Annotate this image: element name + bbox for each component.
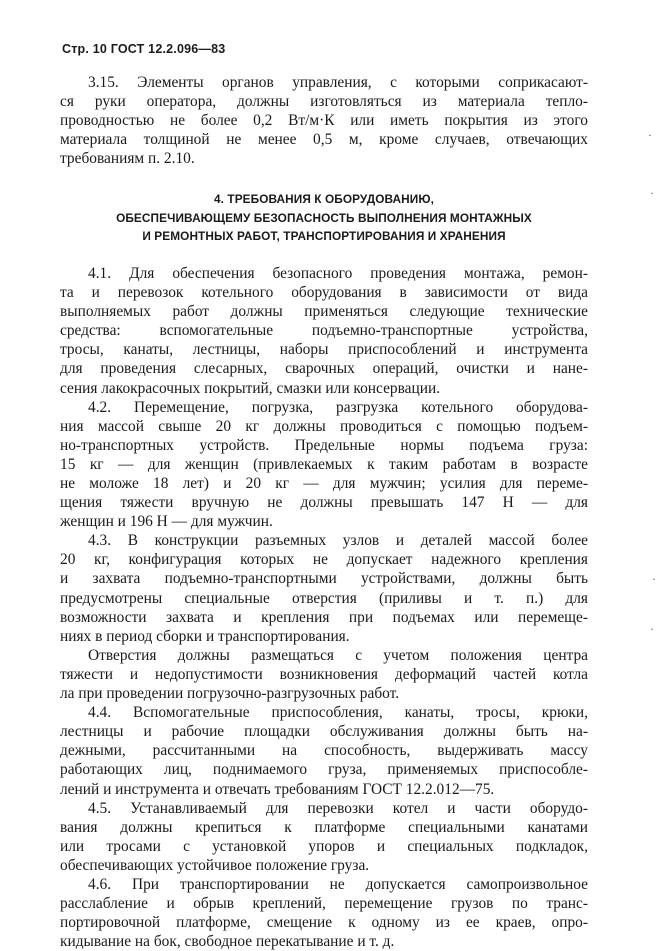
text-line: работающих лиц, поднимаемого груза, применяемых приспособле- — [60, 761, 588, 779]
running-head: Стр. 10 ГОСТ 12.2.096—83 — [62, 42, 226, 56]
text-line: тросы, канаты, лестницы, наборы приспособлений и инструмента — [60, 341, 588, 359]
text-line: лестницы и рабочие площадки обслуживания должны быть на- — [60, 723, 588, 741]
text-line: обеспечивающих устойчивое положение груза. — [60, 856, 370, 874]
text-line: ся руки оператора, должны изготовляться из материала тепло- — [60, 93, 588, 111]
scan-speck: · — [652, 572, 656, 586]
text-line: 4.5. Устанавливаемый для перевозки котел и части оборудо- — [88, 799, 588, 817]
scan-speck: · — [648, 128, 652, 142]
text-line: Отверстия должны размещаться с учетом положения центра — [88, 646, 588, 664]
text-line: кидывание на бок, свободное перекатывание и т. д. — [60, 933, 395, 951]
text-line: ния массой свыше 20 кг должны проводиться с помощью подъем- — [60, 417, 588, 435]
text-line: предусмотрены специальные отверстия (приливы и т. п.) для — [60, 589, 588, 607]
text-line: дежными, рассчитанными на способность, выдерживать массу — [60, 742, 588, 760]
text-line: портировочной платформе, смещение к одному из ее краев, опро- — [60, 914, 588, 932]
text-line: возможности захвата и крепления при подъемах или перемеще- — [60, 608, 588, 626]
page-content — [60, 73, 588, 951]
text-line: или тросами с установкой упоров и специальных подкладок, — [60, 837, 588, 855]
text-line: для проведения слесарных, сварочных операций, очистки и нане- — [60, 360, 588, 378]
paragraph-4-3-continued — [60, 646, 588, 703]
text-line: сения лакокрасочных покрытий, смазки или консервации. — [60, 379, 441, 397]
section-heading — [60, 190, 588, 246]
text-line: материала толщиной не менее 0,5 м, кроме случаев, отвечающих — [60, 131, 588, 149]
text-line: 4.3. В конструкции разъемных узлов и деталей массой более — [88, 532, 588, 550]
text-line: вания должны крепиться к платформе специальными канатами — [60, 818, 588, 836]
text-line: 4.2. Перемещение, погрузка, разгрузка котельного оборудова- — [88, 398, 588, 416]
text-line: но-транспортных устройств. Предельные нормы подъема груза: — [60, 436, 588, 454]
paragraph-4-3 — [60, 531, 588, 646]
section-heading-line: 4. ТРЕБОВАНИЯ К ОБОРУДОВАНИЮ, — [213, 192, 435, 207]
text-line: выполняемых работ должны применяться следующие технические — [60, 303, 588, 321]
text-line: 4.1. Для обеспечения безопасного проведения монтажа, ремон- — [88, 264, 588, 282]
text-line: расслабление и обрыв креплений, перемещение грузов по транс- — [60, 895, 588, 913]
text-line: 4.6. При транспортировании не допускается самопроизвольное — [88, 875, 588, 893]
text-line: ла при проведении погрузочно-разгрузочных работ. — [60, 685, 400, 703]
paragraph-4-5 — [60, 799, 588, 875]
paragraph-4-6 — [60, 875, 588, 951]
text-line: требованиям п. 2.10. — [60, 150, 195, 168]
text-line: тяжести и недопустимости возникновения деформаций частей котла — [60, 665, 588, 683]
section-heading-line: ОБЕСПЕЧИВАЮЩЕМУ БЕЗОПАСНОСТЬ ВЫПОЛНЕНИЯ МОНТАЖНЫХ — [116, 210, 532, 225]
text-line: лений и инструмента и отвечать требованиям ГОСТ 12.2.012—75. — [60, 780, 495, 798]
scan-speck: · — [650, 186, 654, 200]
text-line: и захвата подъемно-транспортными устройствами, должны быть — [60, 570, 588, 588]
text-line: не моложе 18 лет) и 20 кг — для мужчин; усилия для переме- — [60, 475, 588, 492]
text-line: 4.4. Вспомогательные приспособления, канаты, тросы, крюки, — [88, 704, 588, 722]
text-line: ниях в период сборки и транспортирования. — [60, 627, 350, 645]
paragraph-4-2 — [60, 398, 588, 532]
text-line: женщин и 196 Н — для мужчин. — [60, 513, 273, 531]
text-line: та и перевозок котельного оборудования в зависимости от вида — [60, 284, 588, 302]
text-line: средства: вспомогательные подъемно-транспортные устройства, — [60, 322, 588, 340]
scan-speck: · — [650, 622, 654, 636]
section-heading-line: И РЕМОНТНЫХ РАБОТ, ТРАНСПОРТИРОВАНИЯ И ХРАНЕНИЯ — [142, 229, 506, 244]
text-line: 3.15. Элементы органов управления, с которыми соприкасают- — [88, 74, 588, 91]
text-line: проводностью не более 0,2 Вт/м·К или иметь покрытия из этого — [60, 112, 588, 130]
text-line: 20 кг, конфигурация которых не допускает надежного крепления — [60, 551, 588, 569]
text-line: щения тяжести вручную не должны превышать 147 Н — для — [60, 494, 588, 512]
paragraph-3-15 — [60, 73, 588, 168]
paragraph-4-1 — [60, 264, 588, 398]
text-line: 15 кг — для женщин (привлекаемых к таким работам в возрасте — [60, 455, 588, 473]
paragraph-4-4 — [60, 703, 588, 798]
